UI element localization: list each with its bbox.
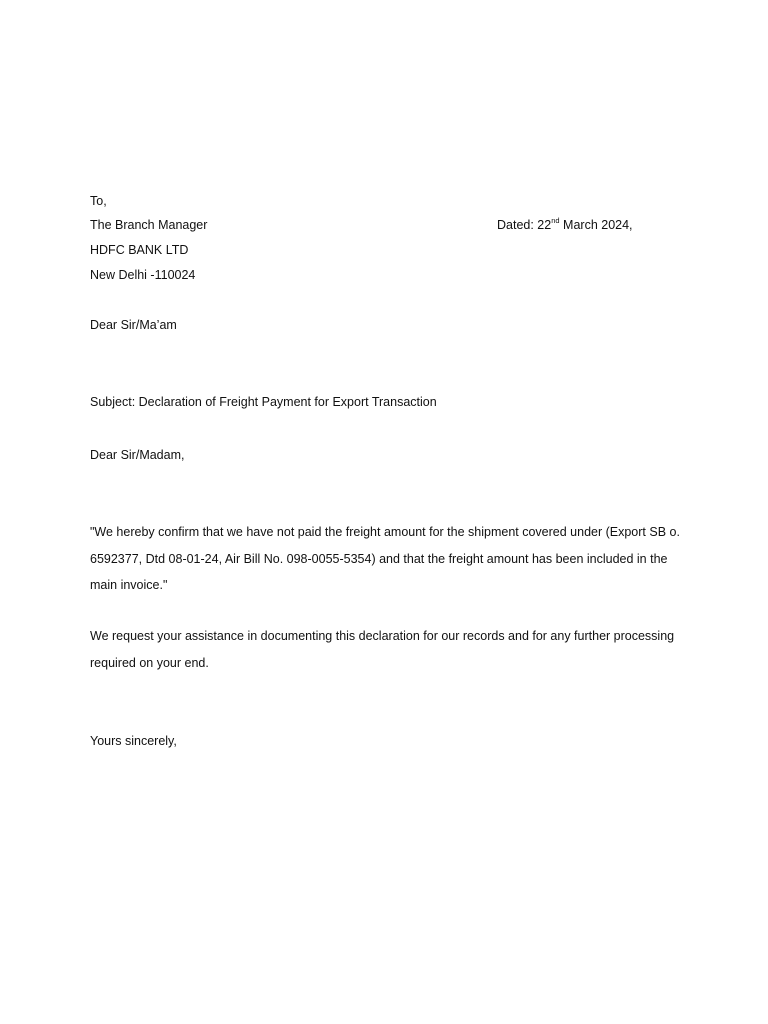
recipient-bank: HDFC BANK LTD: [90, 243, 189, 257]
salutation-first: Dear Sir/Ma’am: [90, 318, 177, 332]
subject-line: Subject: Declaration of Freight Payment for Export Transaction: [90, 395, 437, 409]
to-line: To,: [90, 194, 107, 208]
recipient-address: New Delhi -110024: [90, 268, 196, 282]
salutation-second: Dear Sir/Madam,: [90, 448, 185, 462]
body-paragraph-request: We request your assistance in documenting this declaration for our records and for any further processing required on your end.: [90, 629, 675, 670]
recipient-title: The Branch Manager: [90, 218, 208, 232]
date-line: [497, 217, 633, 233]
date-rest: March 2024,: [559, 218, 633, 232]
date-prefix: Dated: 22: [497, 218, 552, 232]
body-paragraph-confirmation: "We hereby confirm that we have not paid the freight amount for the shipment covered under (Export SB o. 6592377, Dtd 08-01-24, Air Bill No. 098-0055-5354) and that the freight amount has been included in the main invoice.": [90, 525, 680, 592]
closing-line: Yours sincerely,: [90, 734, 177, 748]
date-ordinal-suffix: nd: [551, 215, 560, 225]
